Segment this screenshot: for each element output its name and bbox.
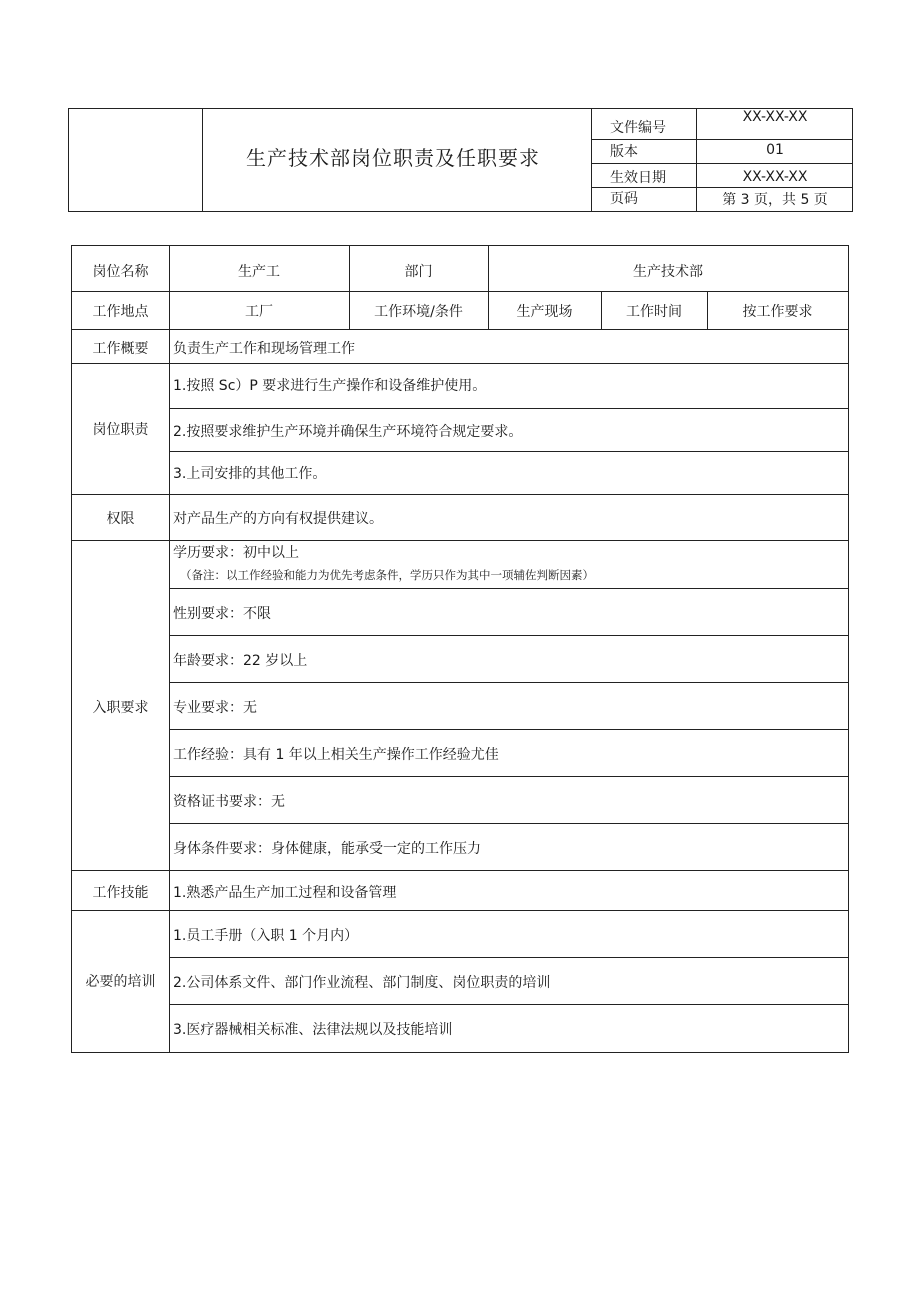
grid-line: [72, 910, 848, 911]
work-time-value: 按工作要求: [742, 304, 813, 320]
requirements-label: 入职要求: [92, 700, 149, 716]
grid-line: [169, 776, 848, 777]
skills-label: 工作技能: [92, 885, 149, 901]
meta-row-version: [591, 139, 853, 164]
authority-label: 权限: [106, 511, 135, 527]
job-name-label: 岗位名称: [92, 264, 149, 280]
location-value: 工厂: [245, 304, 273, 320]
dept-label: 部门: [404, 264, 433, 280]
duties-label: 岗位职责: [92, 422, 149, 438]
title-cell: [202, 109, 592, 211]
requirement-item: 专业要求：无: [173, 700, 257, 716]
grid-line: [169, 246, 170, 1052]
grid-line: [169, 682, 848, 683]
meta-value: 第 3 页，共 5 页: [722, 192, 828, 208]
training-item: 2.公司体系文件、部门作业流程、部门制度、岗位职责的培训: [173, 975, 551, 991]
document-meta: [591, 109, 853, 211]
grid-line: [169, 957, 848, 958]
meta-label: 版本: [591, 139, 697, 163]
env-value: 生产现场: [516, 304, 573, 320]
grid-line: [169, 451, 848, 452]
training-label: 必要的培训: [85, 974, 156, 990]
grid-line: [72, 870, 848, 871]
summary-value: 负责生产工作和现场管理工作: [173, 341, 355, 357]
duty-item: 3.上司安排的其他工作。: [173, 466, 327, 482]
grid-line: [169, 1004, 848, 1005]
training-item: 3.医疗器械相关标准、法律法规以及技能培训: [173, 1022, 453, 1038]
document-title: 生产技术部岗位职责及任职要求: [246, 146, 540, 170]
grid-line: [72, 363, 848, 364]
summary-label: 工作概要: [92, 341, 149, 357]
grid-line: [169, 729, 848, 730]
logo-cell: [69, 109, 203, 211]
requirement-item: 性别要求：不限: [173, 606, 271, 622]
meta-row-doc-number: [591, 109, 853, 140]
meta-value: 01: [766, 142, 784, 158]
meta-value: XX-XX-XX: [742, 169, 808, 185]
meta-row-effective-date: [591, 163, 853, 188]
meta-label: 页码: [591, 187, 697, 211]
requirement-item: 资格证书要求：无: [173, 794, 285, 810]
education-requirement: 学历要求：初中以上: [173, 545, 299, 561]
authority-value: 对产品生产的方向有权提供建议。: [173, 511, 383, 527]
meta-label: 文件编号: [591, 109, 697, 139]
meta-value: XX-XX-XX: [742, 109, 808, 125]
location-label: 工作地点: [92, 304, 149, 320]
duty-item: 1.按照 Sc）P 要求进行生产操作和设备维护使用。: [173, 378, 487, 394]
meta-row-page: [591, 187, 853, 211]
job-name-value: 生产工: [238, 264, 280, 280]
grid-line: [72, 494, 848, 495]
env-label: 工作环境/条件: [374, 304, 463, 320]
requirement-item: 工作经验：具有 1 年以上相关生产操作工作经验尤佳: [173, 747, 499, 763]
job-description-table: [71, 245, 849, 1053]
duty-item: 2.按照要求维护生产环境并确保生产环境符合规定要求。: [173, 424, 523, 440]
work-time-label: 工作时间: [626, 304, 682, 320]
training-item: 1.员工手册（入职 1 个月内）: [173, 928, 359, 944]
requirement-item: 年龄要求：22 岁以上: [173, 653, 308, 669]
grid-line: [72, 291, 848, 292]
dept-value: 生产技术部: [633, 264, 703, 280]
grid-line: [169, 408, 848, 409]
grid-line: [72, 329, 848, 330]
document-header: [68, 108, 853, 212]
skills-value: 1.熟悉产品生产加工过程和设备管理: [173, 885, 397, 901]
grid-line: [169, 588, 848, 589]
education-note: （备注：以工作经验和能力为优先考虑条件，学历只作为其中一项辅佐判断因素）: [180, 568, 594, 582]
meta-label: 生效日期: [591, 163, 697, 187]
grid-line: [72, 540, 848, 541]
grid-line: [169, 635, 848, 636]
requirement-item: 身体条件要求：身体健康，能承受一定的工作压力: [173, 841, 481, 857]
grid-line: [169, 823, 848, 824]
